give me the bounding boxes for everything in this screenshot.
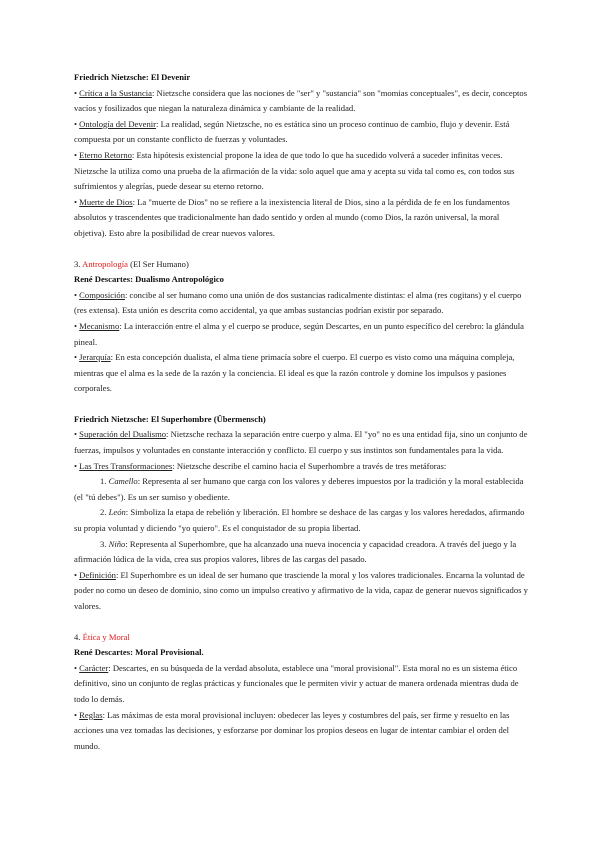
item-text: : La interacción entre el alma y el cuerpo se produce, según Descartes, en un punto específico del cerebro: la glándula pineal. <box>74 320 524 347</box>
item-text: : Esta hipótesis existencial propone la idea de que todo lo que ha sucedido volverá a suceder infinitas veces. Nietzsche la utiliza como una prueba de la afirmación de la vida: solo aquel que ama y acepta su vida tal como es, con todos sus sufrimientos y alegrías, puede desear su eterno retorno. <box>74 149 515 192</box>
heading-descartes-dualismo: René Descartes: Dualismo Antropológico <box>74 274 224 285</box>
spacer <box>74 397 534 412</box>
item-text: : La "muerte de Dios" no se refiere a la inexistencia literal de Dios, sino a la pérdida de fe en los fundamentos absolutos y trascendentes que tradicionalmente han dado sentido y orden al mundo (como Dios, la razón universal, la moral objetiva). Esto abre la posibilidad de crear nuevos valores. <box>74 196 510 238</box>
metaphor-name: Niño <box>108 538 126 549</box>
term-label: Superación del Dualismo <box>79 429 167 440</box>
term-label: Las Tres Transformaciones <box>79 460 173 471</box>
item-number: 2. <box>100 507 109 518</box>
section-name: Ética y Moral <box>82 631 130 642</box>
item-text: : La realidad, según Nietzsche, no es estática sino un proceso continuo de cambio, flujo y devenir. Está compuesta por un constante conflicto de fuerzas y voluntades. <box>74 118 510 145</box>
section-number: 4. <box>74 631 83 642</box>
section-number: 3. <box>74 258 83 269</box>
bullet: • <box>74 709 78 720</box>
list-item <box>74 568 534 615</box>
bullet: • <box>74 118 78 129</box>
term-label: Eterno Retorno <box>79 149 132 160</box>
term-label: Mecanismo <box>79 320 120 331</box>
numbered-item <box>74 537 534 568</box>
bullet: • <box>74 429 78 440</box>
list-item <box>74 427 534 458</box>
bullet: • <box>74 196 78 207</box>
item-text: : Nietzsche considera que las nociones de "ser" y "sustancia" son "momias conceptuales", es decir, conceptos vacíos y fosilizados que niegan la naturaleza dinámica y cambiante de la realidad. <box>74 87 528 114</box>
bullet: • <box>74 87 78 98</box>
numbered-item <box>74 474 534 505</box>
bullet: • <box>74 460 78 471</box>
item-text: : El Superhombre es un ideal de ser humano que trasciende la moral y los valores tradicionales. Encarna la voluntad de poder no como un deseo de dominio, sino como un impulso creativo y afirmativo de la vida, capaz de generar nuevos significados y valores. <box>74 569 528 611</box>
numbered-item <box>74 505 534 536</box>
list-item <box>74 148 534 195</box>
term-label: Carácter <box>79 662 109 673</box>
list-item <box>74 86 534 117</box>
list-item <box>74 350 534 397</box>
item-text: : En esta concepción dualista, el alma tiene primacía sobre el cuerpo. El cuerpo es visto como una máquina compleja, mientras que el alma es la sede de la razón y la conciencia. El ideal es que la razón controle y domine los impulsos y pasiones corporales. <box>74 352 515 394</box>
item-text: : Representa al ser humano que carga con los valores y deberes impuestos por la tradición y la moral establecida (el "tú debes"). Es un ser sumiso y obediente. <box>74 476 524 502</box>
heading-descartes-moral: René Descartes: Moral Provisional. <box>74 647 204 658</box>
metaphor-name: León <box>108 507 126 518</box>
term-label: Jerarquía <box>79 352 111 363</box>
bullet: • <box>74 352 78 363</box>
list-item <box>74 319 534 350</box>
bullet: • <box>74 149 78 160</box>
heading-nietzsche-superhombre: Friedrich Nietzsche: El Superhombre (Übermensch) <box>74 413 266 424</box>
term-label: Muerte de Dios <box>79 196 133 207</box>
spacer <box>74 242 534 257</box>
item-text: : Descartes, en su búsqueda de la verdad absoluta, establece una "moral provisional". Esta moral no es un sistema ético definitivo, sino un conjunto de reglas prácticas y funcionales que le permiten vivir y actuar de manera ordenada mientras duda de todo lo demás. <box>74 662 519 704</box>
item-number: 3. <box>100 538 109 549</box>
bullet: • <box>74 320 78 331</box>
section-title-3 <box>74 257 534 273</box>
term-label: Composición <box>79 289 126 300</box>
item-text: : Simboliza la etapa de rebelión y liberación. El hombre se deshace de las cargas y los valores heredados, afirmando su propia voluntad y diciendo "yo quiero". Es el conquistador de su propia libertad. <box>74 507 525 534</box>
bullet: • <box>74 569 78 580</box>
list-item <box>74 117 534 148</box>
item-text: : Nietzsche rechaza la separación entre cuerpo y alma. El "yo" no es una entidad fija, sino un conjunto de fuerzas, impulsos y voluntades en constante interacción y conflicto. El cuerpo y sus instintos son fundamentales para la vida. <box>74 429 528 456</box>
list-item <box>74 708 534 755</box>
item-number: 1. <box>100 476 109 487</box>
spacer <box>74 615 534 630</box>
list-item <box>74 288 534 319</box>
bullet: • <box>74 662 78 673</box>
document-body <box>74 70 534 754</box>
item-text: : Representa al Superhombre, que ha alcanzado una nueva inocencia y capacidad creadora. A través del juego y la afirmación lúdica de la vida, crea sus propios valores, libres de las cargas del pasado. <box>74 538 517 565</box>
section-suffix: (El Ser Humano) <box>127 258 189 269</box>
term-label: Definición <box>79 569 116 580</box>
bullet: • <box>74 289 78 300</box>
list-item <box>74 661 534 708</box>
list-item <box>74 195 534 242</box>
metaphor-name: Camello <box>108 476 138 487</box>
term-label: Crítica a la Sustancia <box>79 87 152 98</box>
item-text: : Nietzsche describe el camino hacia el Superhombre a través de tres metáforas: <box>172 460 447 471</box>
item-text: : Las máximas de esta moral provisional incluyen: obedecer las leyes y costumbres del país, ser firme y resuelto en las acciones una vez tomadas las decisiones, y esforzarse por dominar los propios deseos en lugar de intentar cambiar el orden del mundo. <box>74 709 510 751</box>
term-label: Reglas <box>79 709 103 720</box>
heading-nietzsche-devenir: Friedrich Nietzsche: El Devenir <box>74 72 191 82</box>
term-label: Ontología del Devenir <box>79 118 157 129</box>
list-item <box>74 459 534 475</box>
section-name: Antropología <box>82 258 128 269</box>
section-title-4 <box>74 630 534 646</box>
item-text: : concibe al ser humano como una unión de dos sustancias radicalmente distintas: el alma (res cogitans) y el cuerpo (res extensa). Esta unión es descrita como accidental, ya que ambas sustancias podrían existir por separado. <box>74 289 522 316</box>
